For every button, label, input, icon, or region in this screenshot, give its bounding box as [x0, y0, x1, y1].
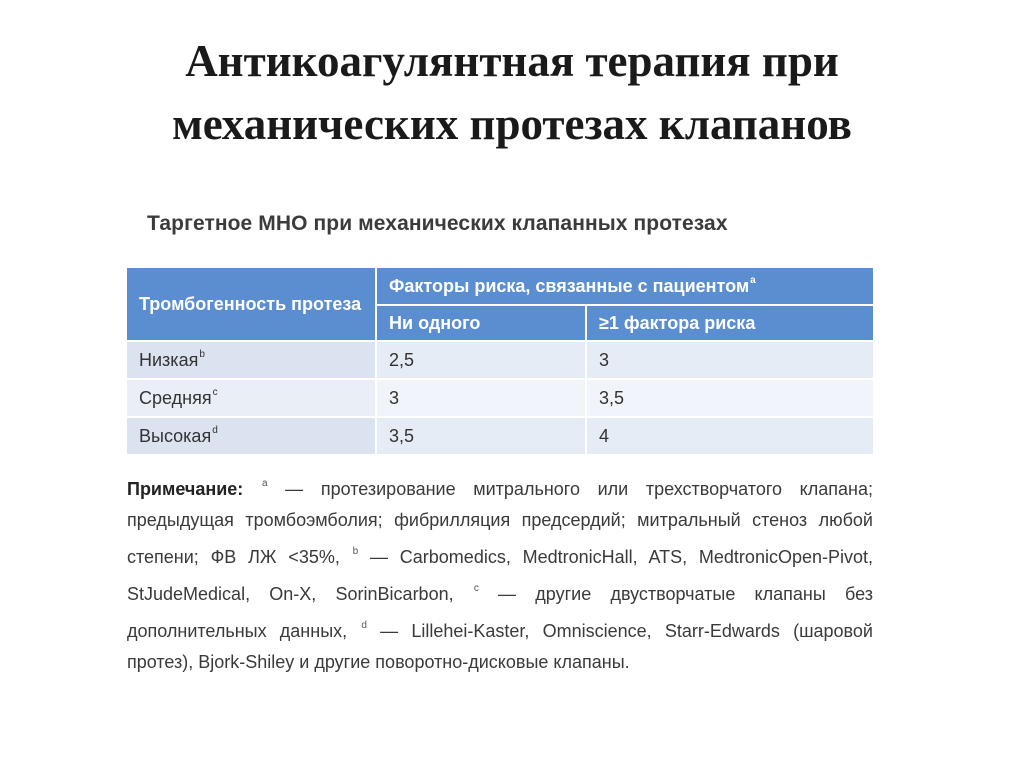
- row-label: [127, 379, 376, 417]
- cell-none: 3: [376, 379, 586, 417]
- table-caption: Таргетное МНО при механических клапанных протезах: [147, 212, 728, 235]
- inr-table: [127, 268, 873, 454]
- row-label: [127, 341, 376, 379]
- cell-none: 3,5: [376, 417, 586, 454]
- row-label-text: Средняя: [139, 388, 212, 408]
- row-label: [127, 417, 376, 454]
- footnote-d-text: — Lillehei-Kaster, Omniscience, Starr-Edwards (шаровой протез), Bjork-Shiley и другие поворотно-дисковые клапаны.: [127, 621, 873, 672]
- footnote-b-text: — Carbomedics, MedtronicHall, ATS, MedtronicOpen-Pivot, StJudeMedical, On-X, SorinBicarbon,: [127, 547, 873, 604]
- table-footnote: [127, 468, 873, 678]
- cell-one-plus: 3: [586, 341, 873, 379]
- header-col-none: Ни одного: [376, 305, 586, 341]
- table-row: [127, 417, 873, 454]
- cell-one-plus: 4: [586, 417, 873, 454]
- header-risk-factors-label: Факторы риска, связанные с пациентом: [389, 276, 750, 296]
- table-row: [127, 379, 873, 417]
- footnote-a-text: — протезирование митрального или трехстворчатого клапана; предыдущая тромбоэмболия; фибрилляция предсердий; митральный стеноз любой степени; ФВ ЛЖ <35%,: [127, 479, 873, 567]
- footnote-sup-d: d: [361, 620, 367, 631]
- footnote-sup-a: a: [261, 478, 268, 489]
- footnote-sup-b: b: [352, 546, 359, 557]
- cell-none: 2,5: [376, 341, 586, 379]
- footnote-label: Примечание:: [127, 479, 244, 499]
- header-col-one-plus: ≥1 фактора риска: [586, 305, 873, 341]
- row-label-text: Низкая: [139, 350, 199, 370]
- slide-title-line-1: Антикоагулянтная терапия при: [185, 36, 839, 86]
- table-row: [127, 341, 873, 379]
- row-label-sup: d: [212, 425, 218, 436]
- header-thrombogenicity: Тромбогенность протеза: [127, 268, 376, 341]
- footnote-sup-c: c: [473, 583, 479, 594]
- footnote-c-text: — другие двустворчатые клапаны без дополнительных данных,: [127, 584, 873, 641]
- row-label-sup: b: [199, 349, 205, 360]
- slide-title-line-2: механических протезах клапанов: [172, 99, 852, 149]
- header-risk-factors: [376, 268, 873, 305]
- row-label-text: Высокая: [139, 426, 212, 446]
- header-risk-factors-sup: a: [750, 275, 756, 286]
- slide-title: [0, 30, 1024, 156]
- row-label-sup: c: [212, 387, 218, 398]
- cell-one-plus: 3,5: [586, 379, 873, 417]
